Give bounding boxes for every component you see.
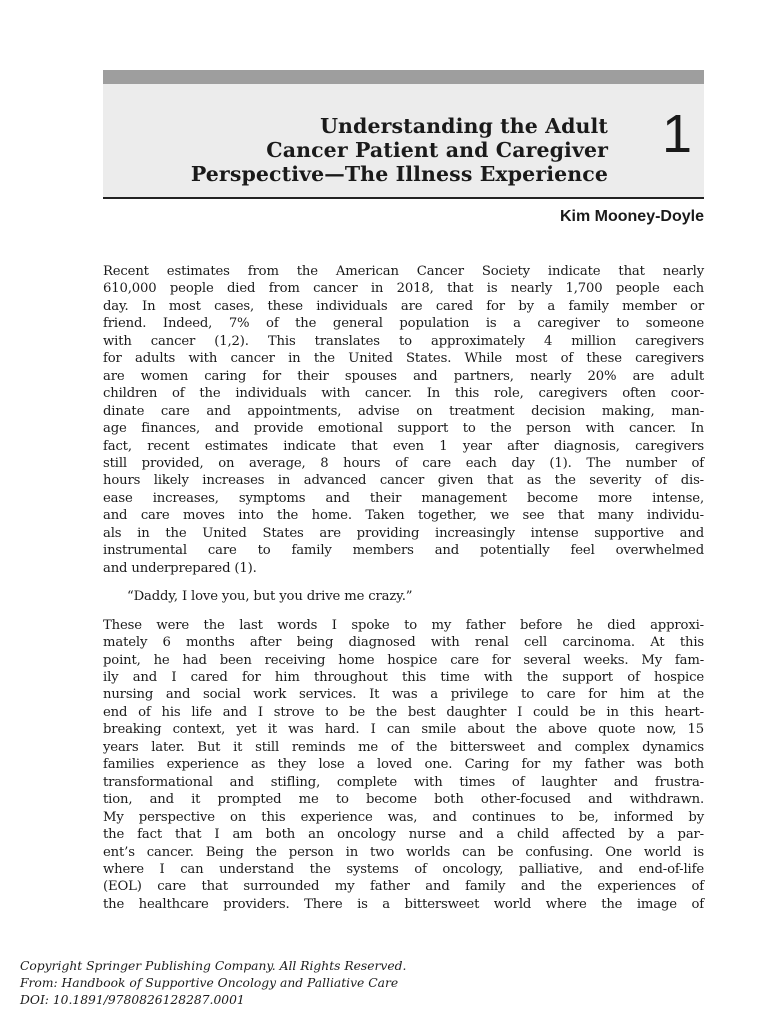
chapter-header [103,84,704,199]
chapter-number: 1 [661,104,692,164]
text-line: day. In most cases, these individuals are cared for by a family member or [103,298,704,314]
text-line: families experience as they lose a loved one. Caring for my father was both [103,757,704,773]
text-line: end of his life and I strove to be the best daughter I could be in this heart- [103,704,704,720]
text-line: where I can understand the systems of oncology, palliative, and end-of-life [103,861,704,877]
paragraph-1 [103,263,704,577]
paragraph-2 [103,617,704,914]
text-line: children of the individuals with cancer. In this role, caregivers often coor- [103,386,704,402]
text-line: ent’s cancer. Being the person in two worlds can be confusing. One world is [103,844,704,860]
text-line: dinate care and appointments, advise on treatment decision making, man- [103,403,704,419]
text-line: breaking context, yet it was hard. I can smile about the above quote now, 15 [103,722,704,738]
copyright-footer [20,958,406,1009]
text-line: My perspective on this experience was, and continues to be, informed by [103,809,704,825]
quote-paragraph: “Daddy, I love you, but you drive me crazy.” [127,589,413,605]
text-line: still provided, on average, 8 hours of care each day (1). The number of [103,455,704,471]
text-line: transformational and stifling, complete with times of laughter and frustra- [103,774,704,790]
footer-line: Copyright Springer Publishing Company. All Rights Reserved. [20,959,407,973]
text-line: years later. But it still reminds me of the bittersweet and complex dynamics [103,739,704,755]
text-line: and care moves into the home. Taken together, we see that many individu- [103,508,704,524]
chapter-title [191,114,608,186]
text-line: the healthcare providers. There is a bittersweet world where the image of [103,896,704,912]
chapter-title-line: Cancer Patient and Caregiver [266,138,608,162]
chapter-title-line: Perspective—The Illness Experience [190,162,608,186]
text-line: ease increases, symptoms and their management become more intense, [103,490,704,506]
author-name: Kim Mooney-Doyle [559,208,704,225]
text-line: age finances, and provide emotional support to the person with cancer. In [103,421,704,437]
text-line: ily and I cared for him throughout this time with the support of hospice [103,669,704,685]
text-line: fact, recent estimates indicate that even 1 year after diagnosis, caregivers [103,438,704,454]
text-line: 610,000 people died from cancer in 2018, that is nearly 1,700 people each [103,281,704,297]
text-line: with cancer (1,2). This translates to approximately 4 million caregivers [103,333,704,349]
text-line: Recent estimates from the American Cancer Society indicate that nearly [103,264,704,279]
text-line: mately 6 months after being diagnosed with renal cell carcinoma. At this [103,635,704,651]
footer-line: From: Handbook of Supportive Oncology and Palliative Care [20,976,399,990]
body-text [103,263,704,913]
text-line: for adults with cancer in the United States. While most of these caregivers [103,351,704,367]
text-line: nursing and social work services. It was a privilege to care for him at the [103,687,704,703]
text-line: are women caring for their spouses and partners, nearly 20% are adult [103,368,704,384]
text-line: hours likely increases in advanced cancer given that as the severity of dis- [103,473,704,489]
text-line: These were the last words I spoke to my father before he died approxi- [103,617,704,633]
text-line: friend. Indeed, 7% of the general population is a caregiver to someone [103,316,704,332]
chapter-top-rule [103,70,704,84]
text-line: the fact that I am both an oncology nurse and a child affected by a par- [103,827,704,843]
text-line: tion, and it prompted me to become both other-focused and withdrawn. [103,792,704,808]
chapter-title-line: Understanding the Adult [320,114,608,138]
text-line: and underprepared (1). [103,560,257,576]
text-line: (EOL) care that surrounded my father and family and the experiences of [103,879,704,895]
footer-line: DOI: 10.1891/9780826128287.0001 [20,993,245,1007]
text-line: als in the United States are providing increasingly intense supportive and [103,525,704,541]
text-line: instrumental care to family members and potentially feel overwhelmed [103,543,704,559]
text-line: point, he had been receiving home hospice care for several weeks. My fam- [103,652,704,668]
